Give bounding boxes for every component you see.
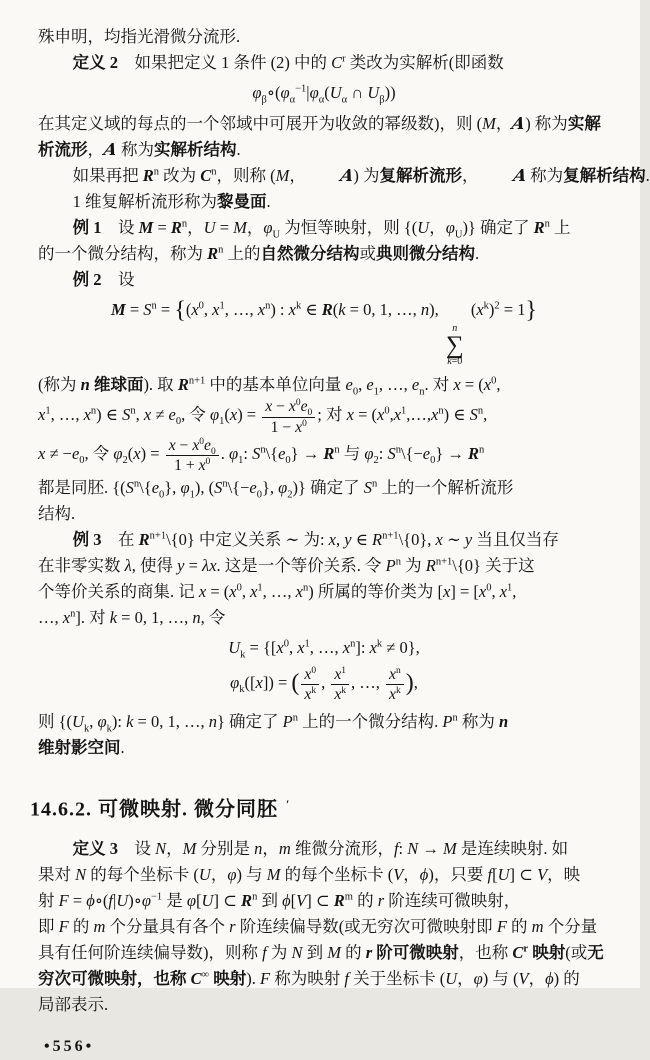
text-line: 例 3 在 $R^{n+1}\backslash\{0\}$ 中定义关系 ∼ 为: x, y ∈ $R^{n+1}\backslash\{0\}$, x ∼ y 当且仅当存 — [72, 529, 559, 549]
text-line: 结构. — [38, 503, 76, 523]
text-line: 维射影空间. — [38, 737, 125, 757]
text-line: 如果再把 $R^n$ 改为 $C^n$，则称 (M， A) 为复解析流形， A 称为复解析结构. — [72, 166, 650, 185]
text-line: 在其定义域的每点的一个邻域中可展开为收敛的幂级数)，则 (M，A) 称为实解 — [38, 114, 601, 133]
text-line: $x^1$, …, $x^n$) ∈ $S^n$, $x \ne e_0$, 令 $\varphi_1(x)$ = $\frac{x - x^0e_0}{1 - x^0}$ ; 对 $x = (x^0,x^1,\dots,x^n)$ ∈ $S^n$, — [38, 398, 488, 436]
text-line: 局部表示. — [38, 995, 109, 1015]
display-formula: $U_k = \{[x^0$, $x^1$, …, $x^n$]: $x^k \ne 0$}, — [228, 637, 420, 660]
text-line: 的一个微分结构，称为 $R^n$ 上的自然微分结构或典则微分结构. — [38, 244, 480, 263]
text-line: 射 $F = \phi\circ(f|U)\circ\varphi^{-1}$ 是 φ[U] ⊂ $R^n$ 到 ϕ[V] ⊂ $R^m$ 的 r 阶连续可微映射， — [38, 891, 521, 911]
text-line: (称为 n 维球面). 取 $R^{n+1}$ 中的基本单位向量 $e_0$, $e_1$, …, $e_n$. 对 $x = (x^0$, — [38, 375, 501, 398]
page-number: •556• — [44, 1038, 95, 1056]
page-body — [30, 24, 650, 1018]
text-line: 个等价关系的商集. 记 $x = (x^0$, $x^1$, …, $x^n$) 所属的等价类为 $[x] = [x^0$, $x^1$, — [38, 581, 517, 601]
section-heading: 14.6.2. 可微映射. 微分同胚 ′ — [30, 796, 291, 821]
text-line: 例 2 设 — [72, 270, 135, 289]
text-line: 析流形，A 称为实解析结构. — [38, 140, 241, 159]
text-line: 具有任何阶连续偏导数)，则称 f 为 N 到 M 的 r 阶可微映射，也称 $C^r$ 映射(或无 — [38, 943, 604, 963]
text-line: 殊申明，均指光滑微分流形. — [38, 27, 241, 46]
text-line: 例 1 设 $M = R^n$，U = M，$\varphi_U$ 为恒等映射，则 {(U，$\varphi_U$)} 确定了 $R^n$ 上 — [72, 218, 571, 241]
display-formula: $\varphi_k([x])$ = ( $\frac{x^0}{x^k}$ , $\frac{x^1}{x^k}$ , …, $\frac{x^n}{x^k}$ ), — [230, 665, 418, 704]
text-line: 则 {($U_k$, $\varphi_k$): k = 0, 1, …, n} 确定了 $P^n$ 上的一个微分结构. $P^n$ 称为 n — [38, 711, 509, 734]
text-line: 即 F 的 m 个分量具有各个 r 阶连续偏导数(或无穷次可微映射即 F 的 m 个分量 — [38, 917, 598, 937]
text-line: 在非零实数 λ, 使得 y = λx. 这是一个等价关系. 令 $P^n$ 为 $R^{n+1}\backslash\{0\}$ 关于这 — [38, 555, 535, 575]
text-line: $x \ne -e_0$, 令 $\varphi_2(x)$ = $\frac{x - x^0e_0}{1 + x^0}$ . $\varphi_1$: $S^n\backslash\{e_0\} \to R^n$ 与 $\varphi_2$: $S^n\backslash\{-e_0\} \to R^n$ — [38, 436, 485, 475]
text-line: …, $x^n$]. 对 k = 0, 1, …, n, 令 — [38, 607, 226, 627]
text-line: 1 维复解析流形称为黎曼面. — [72, 192, 271, 211]
text-line: 定义 2 如果把定义 1 条件 (2) 中的 $C^r$ 类改为实解析(即函数 — [72, 53, 504, 72]
display-formula: $M = S^n = \{(x^0$, $x^1$, …, $x^n$) : $x^k$ ∈ R(k = 0, 1, …, n), n ∑ k=0 $(x^k)^2 = 1$} — [111, 297, 537, 368]
display-formula: $\varphi_\beta\circ(\varphi_\alpha^{-1}|\varphi_\alpha(U_\alpha$ ∩ $U_\beta$)) — [252, 83, 396, 106]
text-line: 都是同胚. {($S^n\backslash\{e_0\}$, $\varphi_1$), ($S^n\backslash\{-e_0\}$, $\varphi_2$)} 确定了 $S^n$ 上的一个解析流形 — [38, 477, 514, 500]
text-line: 定义 3 设 N，M 分别是 n，m 维微分流形，f: N → M 是连续映射. 如 — [72, 839, 569, 859]
text-line: 果对 N 的每个坐标卡 (U，φ) 与 M 的每个坐标卡 (V，ϕ)，只要 f[U] ⊂ V，映 — [38, 865, 581, 885]
text-line: 穷次可微映射，也称 C∞ 映射). F 称为映射 f 关于坐标卡 (U，φ) 与 (V，ϕ) 的 — [38, 969, 580, 989]
